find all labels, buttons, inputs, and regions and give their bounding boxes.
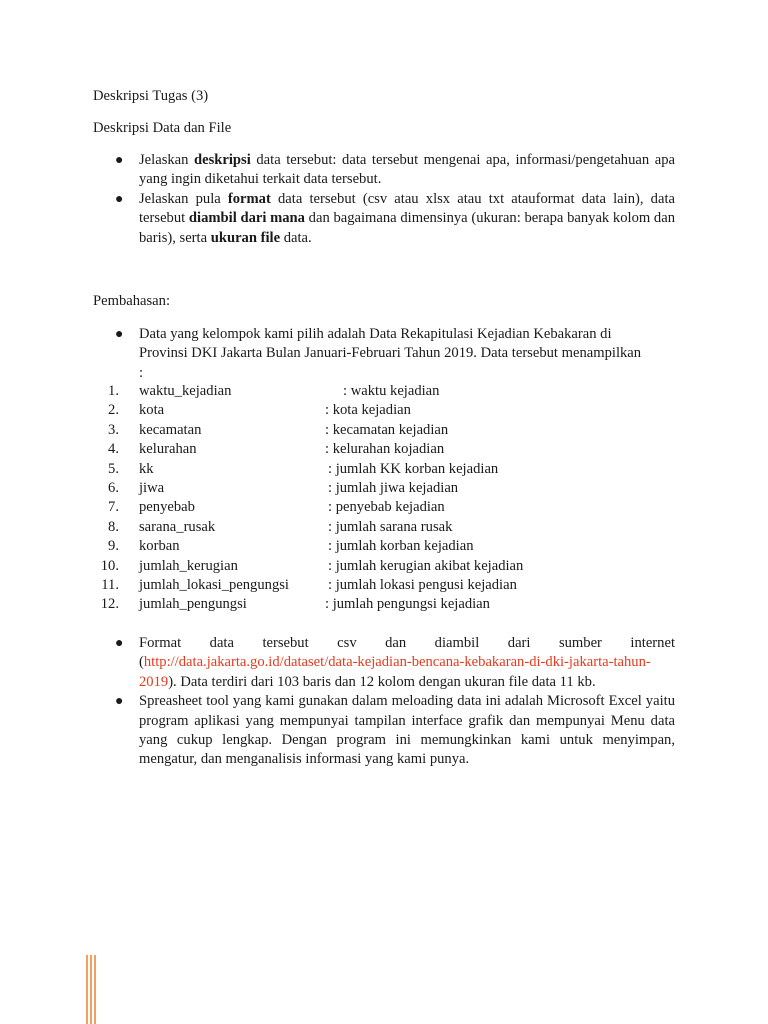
column-number: 1.	[108, 383, 119, 399]
column-field-name: sarana_rusak	[139, 518, 216, 535]
column-field-name: penyebab	[139, 499, 195, 516]
column-field-name: waktu_kejadian	[139, 383, 232, 399]
column-number: 12.	[100, 596, 119, 613]
intro-line-1: Data yang kelompok kami pilih adalah Data Rekapitulasi Kejadian Kebakaran di	[139, 326, 612, 342]
bold-term: format	[227, 190, 271, 207]
column-row	[93, 518, 653, 537]
bullet-dot-icon: ●	[115, 636, 124, 651]
column-row	[93, 401, 653, 420]
instruction-text	[139, 151, 675, 190]
column-row	[93, 595, 653, 614]
bullet-dot-icon: ●	[115, 327, 124, 342]
format-line-1: Format data tersebut csv dan diambil dari sumber internet	[139, 635, 675, 651]
text-run: data tersebut: data tersebut mengenai apa, informasi/pengetahuan apa yang ingin diketahui terkait data tersebut.	[139, 152, 675, 188]
column-number: 2.	[108, 402, 119, 419]
column-number: 9.	[108, 538, 119, 555]
instruction-item	[93, 151, 675, 190]
intro-bullet	[93, 325, 675, 383]
section-subtitle: Deskripsi Data dan File	[93, 120, 232, 136]
format-body	[139, 653, 675, 692]
discussion-heading: Pembahasan:	[93, 293, 171, 309]
tool-paragraph: Spreasheet tool yang kami gunakan dalam meloading data ini adalah Microsoft Excel yaitu program aplikasi yang mempunyai tampilan interface grafik dan mempunyai Menu data yang cukup lengkap. Dengan program ini memungkinkan kami untuk menyimpan, mengatur, dan menganalisis informasi yang kami punya.	[139, 693, 675, 768]
column-field-name: jumlah_lokasi_pengungsi	[139, 576, 289, 593]
instruction-item	[93, 190, 675, 248]
text-run: Jelaskan	[139, 152, 195, 168]
bullet-dot-icon: ●	[115, 153, 124, 168]
column-row	[93, 479, 653, 498]
column-number: 5.	[108, 460, 119, 477]
text-run: Jelaskan pula	[139, 190, 228, 207]
column-number: 11.	[101, 576, 119, 593]
text-run: dan bagaimana dimensinya (ukuran: berapa banyak kolom dan baris), serta	[139, 210, 675, 246]
format-rest: ). Data terdiri dari 103 baris dan 12 kolom dengan ukuran file data 11 kb.	[168, 673, 596, 690]
tool-bullet	[93, 692, 675, 770]
column-description: : jumlah sarana rusak	[328, 518, 453, 535]
column-description: : jumlah pengungsi kejadian	[325, 596, 490, 613]
column-row	[93, 557, 653, 576]
column-field-name: korban	[139, 538, 180, 555]
column-row	[93, 576, 653, 595]
bold-term: diambil dari mana	[188, 210, 305, 227]
column-number: 7.	[108, 499, 119, 516]
column-list	[93, 382, 653, 615]
column-field-name: jumlah_kerugian	[139, 557, 238, 574]
margin-rule-2	[90, 955, 92, 1024]
text-run: data tersebut (csv atau xlsx atau txt atauformat data lain), data tersebut	[139, 190, 675, 227]
column-field-name: kelurahan	[139, 441, 197, 458]
column-row	[93, 440, 653, 459]
page-title: Deskripsi Tugas (3)	[93, 88, 209, 104]
source-link[interactable]: http://data.jakarta.go.id/dataset/data-kejadian-bencana-kebakaran-di-dki-jakarta-tahun-2019	[139, 654, 651, 690]
margin-rule-3	[94, 955, 96, 1024]
column-row	[93, 382, 653, 401]
column-description: : jumlah jiwa kejadian	[328, 479, 459, 496]
column-field-name: kota	[139, 402, 165, 419]
instruction-text	[139, 190, 675, 248]
column-field-name: kk	[139, 460, 154, 477]
column-field-name: jiwa	[139, 479, 165, 496]
column-number: 8.	[108, 518, 119, 535]
instruction-list	[93, 151, 675, 248]
bold-term: ukuran file	[210, 229, 281, 246]
column-row	[93, 498, 653, 517]
column-field-name: kecamatan	[139, 421, 202, 438]
margin-rule-1	[86, 955, 88, 1024]
column-description: : kota kejadian	[325, 402, 411, 419]
bullet-dot-icon: ●	[115, 191, 124, 207]
column-number: 3.	[108, 421, 119, 438]
paren-open: (	[139, 654, 144, 671]
column-row	[93, 460, 653, 479]
column-row	[93, 537, 653, 556]
bullet-dot-icon: ●	[115, 694, 124, 710]
column-description: : jumlah KK korban kejadian	[328, 460, 499, 477]
column-number: 6.	[108, 479, 119, 496]
column-description: : kecamatan kejadian	[325, 421, 449, 438]
column-description: : penyebab kejadian	[328, 499, 445, 516]
text-run: data.	[280, 229, 312, 246]
column-field-name: jumlah_pengungsi	[139, 596, 247, 613]
column-number: 10.	[100, 557, 119, 574]
column-row	[93, 421, 653, 440]
format-bullet	[93, 634, 675, 692]
intro-line-3: :	[139, 364, 144, 381]
column-description: : kelurahan kojadian	[325, 441, 445, 458]
bold-term: deskripsi	[194, 152, 251, 168]
column-description: : waktu kejadian	[343, 383, 440, 399]
column-number: 4.	[108, 441, 119, 458]
column-description: : jumlah lokasi pengusi kejadian	[328, 576, 517, 593]
column-description: : jumlah kerugian akibat kejadian	[328, 557, 524, 574]
format-list	[93, 634, 675, 770]
intro-list	[93, 325, 675, 383]
column-description: : jumlah korban kejadian	[328, 538, 474, 555]
intro-line-2: Provinsi DKI Jakarta Bulan Januari-Februari Tahun 2019. Data tersebut menampilkan	[139, 345, 642, 362]
